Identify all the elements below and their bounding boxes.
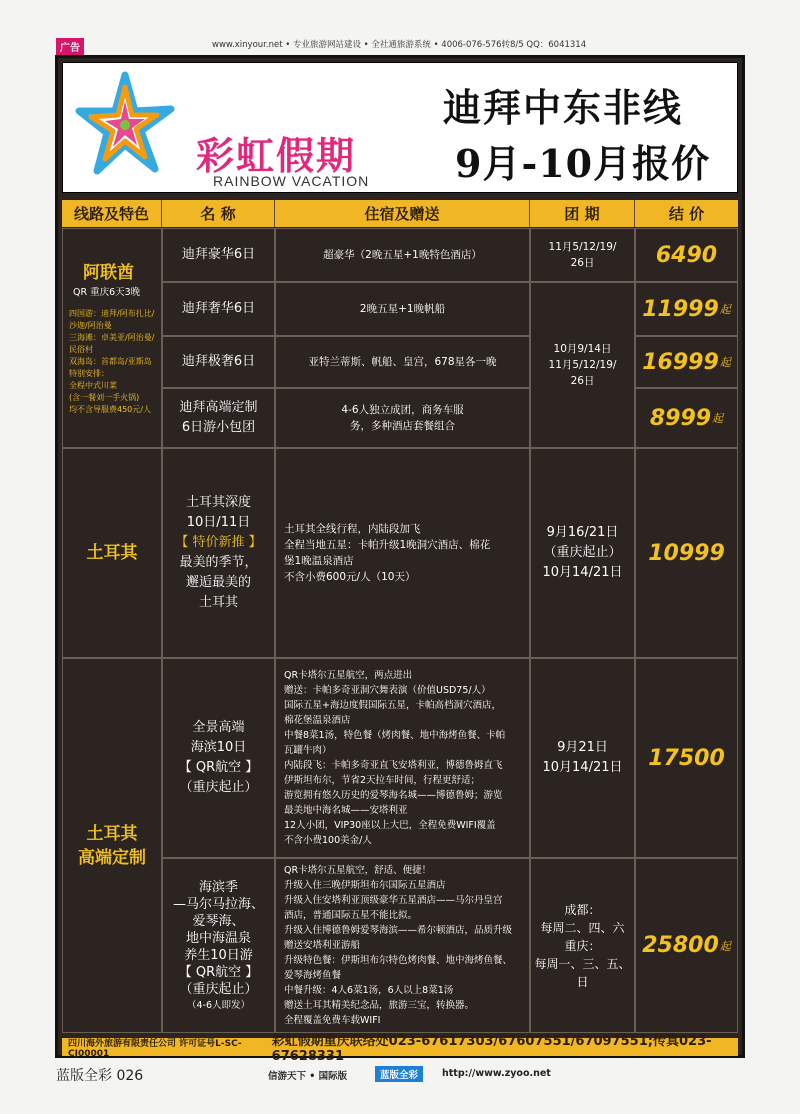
turkey-hi-row2-price: 25800 起 <box>635 858 738 1033</box>
page-title: 迪拜中东非线 <box>443 85 684 130</box>
route-turkey-hi: 土耳其 高端定制 <box>62 658 162 1033</box>
table-header <box>62 200 738 227</box>
edition-tag: 蓝版全彩 <box>375 1066 423 1082</box>
uae-row2-hotel: 2晚五星+1晚帆船 <box>275 282 530 336</box>
col-name: 名 称 <box>162 200 275 227</box>
page-number: 蓝版全彩 026 <box>56 1068 144 1084</box>
turkey-hi-row1-name: 全景高端 海滨10日 【 QR航空 】 （重庆起止） <box>162 658 275 858</box>
uae-row1-price: 6490 <box>635 228 738 282</box>
company-license: 四川海外旅游有限责任公司 许可证号L-SC-CJ00001 <box>68 1038 242 1059</box>
site-url[interactable]: http://www.zyoo.net <box>442 1068 551 1079</box>
ad-frame <box>55 55 745 1064</box>
bottom-strip <box>0 1060 800 1114</box>
uae-row1-dates: 11月5/12/19/ 26日 <box>530 228 635 282</box>
uae-row4-hotel: 4-6人独立成团，商务车服 务，多种酒店套餐组合 <box>275 388 530 448</box>
turkey-dates: 9月16/21日 （重庆起止） 10月14/21日 <box>530 448 635 658</box>
uae-row3-price: 16999 起 <box>635 336 738 388</box>
turkey-hi-row1-detail: QR卡塔尔五星航空，两点进出 赠送：卡帕多奇亚洞穴舞表演（价值USD75/人） 国际五星+海边度假国际五星，卡帕高档洞穴酒店， 棉花堡温泉酒店 中餐8菜1汤，特色餐（烤肉餐、地中海烤鱼餐、卡帕 瓦罐牛肉） 内陆段飞：卡帕多奇亚直飞安塔利亚，博德鲁姆直飞 伊斯坦布尔，节省2天拉车时间，行程更舒适； 游览拥有悠久历史的爱琴海名城——博德鲁姆；游览 最美地中海名城——安塔利亚 12人小团，VIP30座以上大巴，全程免费WIFI覆盖 不含小费100美金/人 <box>275 658 530 858</box>
uae-row1-name: 迪拜豪华6日 <box>162 228 275 282</box>
turkey-hi-row2-name: 海滨季 —马尔马拉海、 爱琴海、 地中海温泉 养生10日游 【 QR航空 】 （重庆起止） （4-6人即发） <box>162 858 275 1033</box>
contact-phone: 彩虹假期重庆联络处023-67617303/67607551/67097551;传真023-67628331 <box>271 1034 712 1064</box>
turkey-name: 土耳其深度 10日/11日 【 特价新推 】 最美的季节， 邂逅最美的 土耳其 <box>162 448 275 658</box>
turkey-hi-row2-dates: 成都： 每周二、四、六 重庆： 每周一、三、五、日 <box>530 858 635 1033</box>
uae-row4-name: 迪拜高端定制 6日游小包团 <box>162 388 275 448</box>
route-uae-subtitle: QR 重庆6天3晚 <box>73 286 141 298</box>
uae-rows234-dates: 10月9/14日 11月5/12/19/ 26日 <box>530 282 635 448</box>
contact-bar <box>62 1034 738 1064</box>
page-subtitle: 9月-10月报价 <box>455 141 711 186</box>
price-table <box>62 228 738 1033</box>
ad-tag: 广告 <box>56 38 84 55</box>
turkey-detail: 土耳其全线行程，内陆段加飞 全程当地五星：卡帕升级1晚洞穴酒店、棉花 堡1晚温泉酒店 不含小费600元/人（10天） <box>275 448 530 658</box>
uae-row3-hotel: 亚特兰蒂斯、帆船、皇宫，678星各一晚 <box>275 336 530 388</box>
uae-row1-hotel: 超豪华（2晚五星+1晚特色酒店） <box>275 228 530 282</box>
brand-name-en: RAINBOW VACATION <box>213 173 370 189</box>
col-price: 结 价 <box>635 200 738 227</box>
route-uae-notes: 四国游：迪拜/阿布扎比/ 沙迦/阿治曼 三海滩：卓美亚/阿治曼/ 民俗村 双海岛：首都岛/亚斯岛 特别安排： 全程中式川菜 (含一餐刘一手火锅) 均不含导服费450元/人 <box>69 308 155 414</box>
col-route: 线路及特色 <box>62 200 162 227</box>
turkey-hi-row2-detail: QR卡塔尔五星航空，舒适、便捷！ 升级入住三晚伊斯坦布尔国际五星酒店 升级入住安塔利亚顶级豪华五星酒店——马尔丹皇宫 酒店，普通国际五星不能比拟。 升级入住博德鲁姆爱琴海滨——希尔顿酒店，品质升级 赠送安塔利亚游船 升级特色餐：伊斯坦布尔特色烤肉餐、地中海烤鱼餐、 爱琴海烤鱼餐 中餐升级：4人6菜1汤，6人以上8菜1汤 赠送土耳其精美纪念品，旅游三宝，转换器。 全程覆盖免费车载WIFI <box>275 858 530 1033</box>
route-turkey: 土耳其 <box>62 448 162 658</box>
uae-row3-name: 迪拜极奢6日 <box>162 336 275 388</box>
uae-row2-name: 迪拜奢华6日 <box>162 282 275 336</box>
top-strip <box>0 0 800 55</box>
magazine-name: 信游天下 • 国际版 <box>268 1071 348 1082</box>
turkey-price: 10999 <box>635 448 738 658</box>
uae-row4-price: 8999 起 <box>635 388 738 448</box>
brand-name-cn: 彩虹假期 <box>196 133 357 178</box>
header <box>62 62 738 193</box>
col-dates: 团 期 <box>530 200 635 227</box>
route-uae <box>62 228 162 448</box>
col-hotel: 住宿及赠送 <box>275 200 530 227</box>
turkey-hi-row1-dates: 9月21日 10月14/21日 <box>530 658 635 858</box>
turkey-hi-row1-price: 17500 <box>635 658 738 858</box>
top-note: www.xinyour.net • 专业旅游网站建设 • 全社通旅游系统 • 4006-076-576转8/5 QQ：6041314 <box>212 40 587 50</box>
route-uae-title: 阿联酋 <box>83 262 134 283</box>
rainbow-star-logo-icon <box>75 71 175 181</box>
uae-row2-price: 11999 起 <box>635 282 738 336</box>
